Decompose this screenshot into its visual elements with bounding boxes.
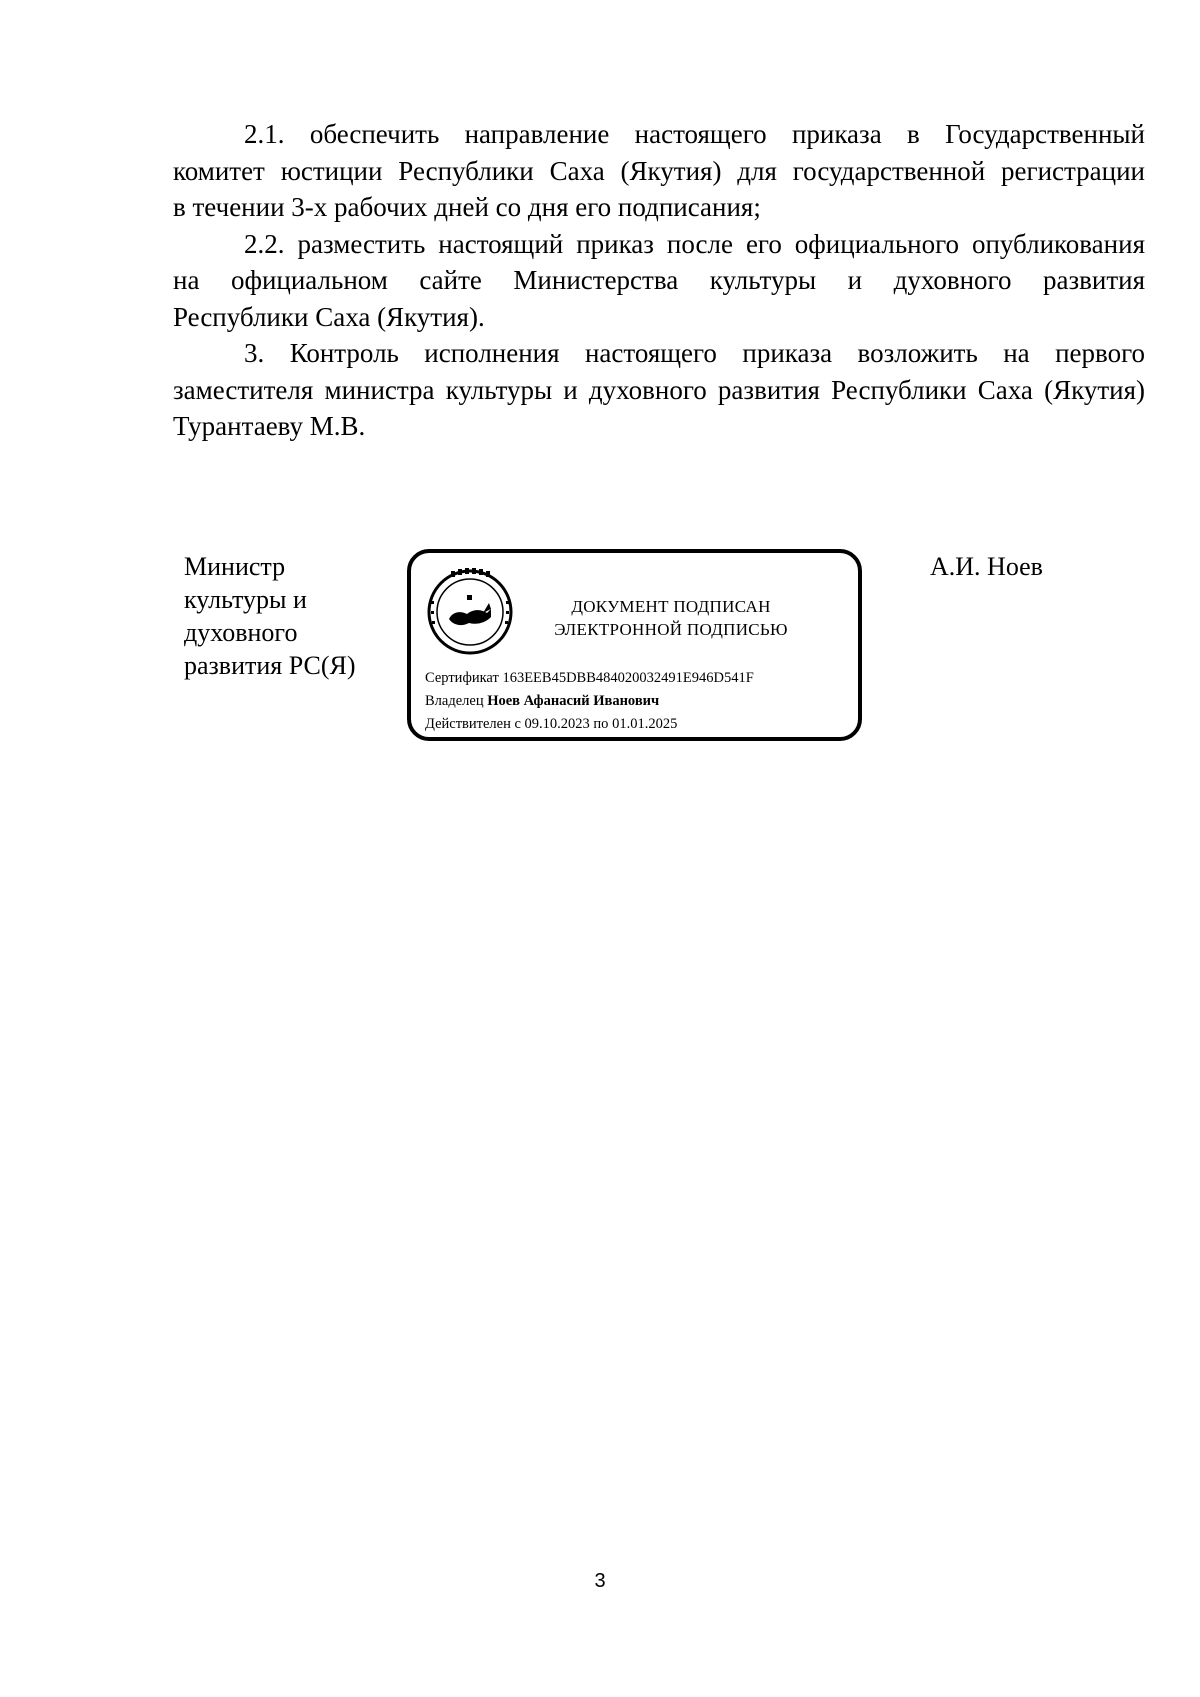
paragraph-line: заместителя министра культуры и духовного развития Республики Саха (Якутия) (173, 374, 1145, 405)
valid-from-date: 09.10.2023 (524, 716, 590, 732)
paragraph-line: комитет юстиции Республики Саха (Якутия) для государственной регистрации (173, 155, 1145, 186)
stamp-heading-line: ДОКУМЕНТ ПОДПИСАН (571, 597, 771, 616)
signer-title-line: Министр (184, 552, 286, 581)
owner-value: Ноев Афанасий Иванович (487, 693, 660, 709)
coat-of-arms-icon (425, 567, 515, 657)
paragraph-3 (173, 335, 1145, 445)
stamp-heading-line: ЭЛЕКТРОННОЙ ПОДПИСЬЮ (554, 620, 788, 639)
owner-line (425, 690, 754, 713)
electronic-signature-stamp (407, 549, 862, 741)
stamp-heading (521, 595, 821, 641)
document-body (173, 116, 1145, 445)
paragraph-2-1 (173, 116, 1145, 226)
paragraph-2-2 (173, 226, 1145, 336)
paragraph-line: Турантаеву М.В. (173, 411, 366, 441)
owner-label: Владелец (425, 693, 484, 709)
paragraph-line: в течении 3-х рабочих дней со дня его подписания; (173, 192, 761, 222)
certificate-line (425, 667, 754, 690)
valid-from-prefix: с (514, 716, 521, 732)
paragraph-line: 3. Контроль исполнения настоящего приказа возложить на первого (244, 338, 1145, 368)
valid-to-prefix: по (593, 716, 609, 732)
paragraph-line: Республики Саха (Якутия). (173, 301, 485, 332)
paragraph-line: 2.1. обеспечить направление настоящего приказа в Государственный (244, 119, 1145, 149)
signer-title (184, 550, 384, 682)
validity-line (425, 713, 754, 736)
certificate-value: 163EEB45DBB484020032491E946D541F (502, 670, 754, 686)
paragraph-line: на официальном сайте Министерства культуры и духовного развития (173, 265, 1145, 295)
stamp-details (425, 667, 754, 736)
signer-name: А.И. Ноев (930, 552, 1043, 581)
paragraph-line: 2.2. разместить настоящий приказ после его официального опубликования (244, 228, 1145, 259)
signer-title-line: культуры и (184, 585, 307, 614)
certificate-label: Сертификат (425, 670, 499, 686)
signer-title-line: духовного (184, 618, 298, 647)
valid-label: Действителен (425, 716, 511, 732)
signer-title-line: развития РС(Я) (184, 651, 356, 680)
valid-to-date: 01.01.2025 (612, 716, 678, 732)
page-number: 3 (594, 1570, 606, 1592)
